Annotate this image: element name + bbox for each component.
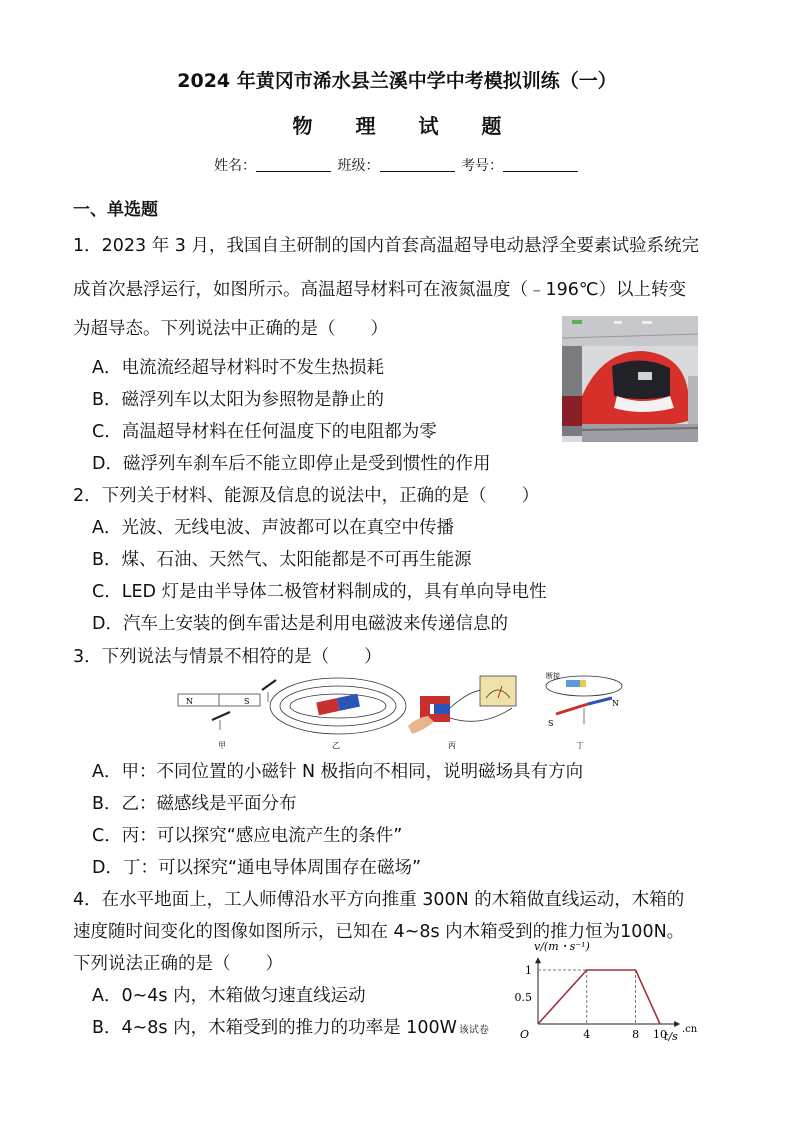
q3-option-d[interactable]: D．丁：可以探究“通电导体周围存在磁场” <box>92 858 422 878</box>
q3-figure-strip <box>172 668 624 750</box>
svg-text:S: S <box>244 697 250 706</box>
y-tick-label: 0.5 <box>514 991 532 1004</box>
student-info-row <box>0 155 794 175</box>
watermark-suffix: .cn <box>682 1024 698 1035</box>
q2-option-a[interactable]: A．光波、无线电波、声波都可以在真空中传播 <box>92 518 454 538</box>
svg-text:甲: 甲 <box>218 741 226 750</box>
svg-text:断接: 断接 <box>546 672 560 680</box>
svg-text:N: N <box>612 699 619 708</box>
class-label: 班级： <box>337 158 380 174</box>
figure-yi <box>270 678 406 750</box>
exam-subtitle: 物 理 试 题 <box>292 114 520 138</box>
name-blank[interactable] <box>256 157 331 172</box>
class-blank[interactable] <box>380 157 455 172</box>
x-axis-label: t/s <box>664 1030 678 1042</box>
name-label: 姓名： <box>214 158 257 174</box>
svg-text:丁: 丁 <box>576 741 584 750</box>
q2-option-c[interactable]: C．LED 灯是由半导体二极管材料制成的，具有单向导电性 <box>92 582 547 602</box>
q4-stem-line3: 下列说法正确的是（ ） <box>73 954 283 974</box>
q1-option-b[interactable]: B．磁浮列车以太阳为参照物是静止的 <box>92 390 385 410</box>
svg-text:N: N <box>186 697 193 706</box>
q3-option-a[interactable]: A．甲：不同位置的小磁针 N 极指向不相同，说明磁场具有方向 <box>92 762 584 782</box>
figure-ding <box>546 671 622 750</box>
q3-option-c[interactable]: C．丙：可以探究“感应电流产生的条件” <box>92 826 403 846</box>
svg-text:S: S <box>548 719 554 728</box>
origin-label: O <box>520 1028 530 1041</box>
watermark-text: 该试卷 <box>458 1025 489 1036</box>
q2-option-d[interactable]: D．汽车上安装的倒车雷达是利用电磁波来传递信息的 <box>92 614 508 634</box>
q3-option-b[interactable]: B．乙：磁感线是平面分布 <box>92 794 297 814</box>
y-axis-arrow <box>535 957 541 963</box>
number-label: 考号： <box>460 158 503 174</box>
svg-text:丙: 丙 <box>448 741 456 750</box>
q4-option-a[interactable]: A．0~4s 内，木箱做匀速直线运动 <box>92 986 366 1006</box>
y-tick-label: 1 <box>525 964 532 977</box>
exam-title: 2024 年黄冈市浠水县兰溪中学中考模拟训练（一） <box>177 70 617 92</box>
svg-text:乙: 乙 <box>332 741 340 750</box>
q1-option-c[interactable]: C．高温超导材料在任何温度下的电阻都为零 <box>92 422 437 442</box>
y-axis-label: v/(m・s⁻¹) <box>534 940 590 953</box>
q2-stem: 2．下列关于材料、能源及信息的说法中，正确的是（ ） <box>73 486 540 506</box>
section-heading: 一、单选题 <box>73 200 158 220</box>
velocity-time-graph <box>504 938 704 1042</box>
figure-jia <box>178 680 276 750</box>
q4-option-b-text: B．4~8s 内，木箱受到的推力的功率是 100W <box>92 1018 457 1038</box>
velocity-series-line <box>538 970 660 1024</box>
x-tick-label: 10 <box>653 1028 667 1041</box>
x-tick-label: 8 <box>632 1028 640 1041</box>
q1-stem-line3: 为超导态。下列说法中正确的是（ ） <box>73 319 388 339</box>
q3-stem: 3．下列说法与情景不相符的是（ ） <box>73 647 382 667</box>
q1-option-a[interactable]: A．电流流经超导材料时不发生热损耗 <box>92 358 384 378</box>
maglev-train-photo <box>562 316 698 442</box>
q1-option-d[interactable]: D．磁浮列车刹车后不能立即停止是受到惯性的作用 <box>92 454 491 474</box>
x-axis-arrow <box>674 1021 680 1027</box>
q4-stem-line1: 4．在水平地面上，工人师傅沿水平方向推重 300N 的木箱做直线运动，木箱的 <box>73 890 685 910</box>
q1-stem-line1: 1．2023 年 3 月，我国自主研制的国内首套高温超导电动悬浮全要素试验系统完 <box>73 236 699 256</box>
q4-stem-line2: 速度随时间变化的图像如图所示，已知在 4~8s 内木箱受到的推力恒为100N。 <box>73 922 685 942</box>
x-tick-label: 4 <box>583 1028 591 1041</box>
q2-option-b[interactable]: B．煤、石油、天然气、太阳能都是不可再生能源 <box>92 550 472 570</box>
number-blank[interactable] <box>503 157 578 172</box>
q4-option-b[interactable] <box>92 1018 489 1041</box>
figure-bing <box>408 676 516 750</box>
q1-stem-line2: 成首次悬浮运行，如图所示。高温超导材料可在液氮温度（﹣196℃）以上转变 <box>73 280 687 300</box>
